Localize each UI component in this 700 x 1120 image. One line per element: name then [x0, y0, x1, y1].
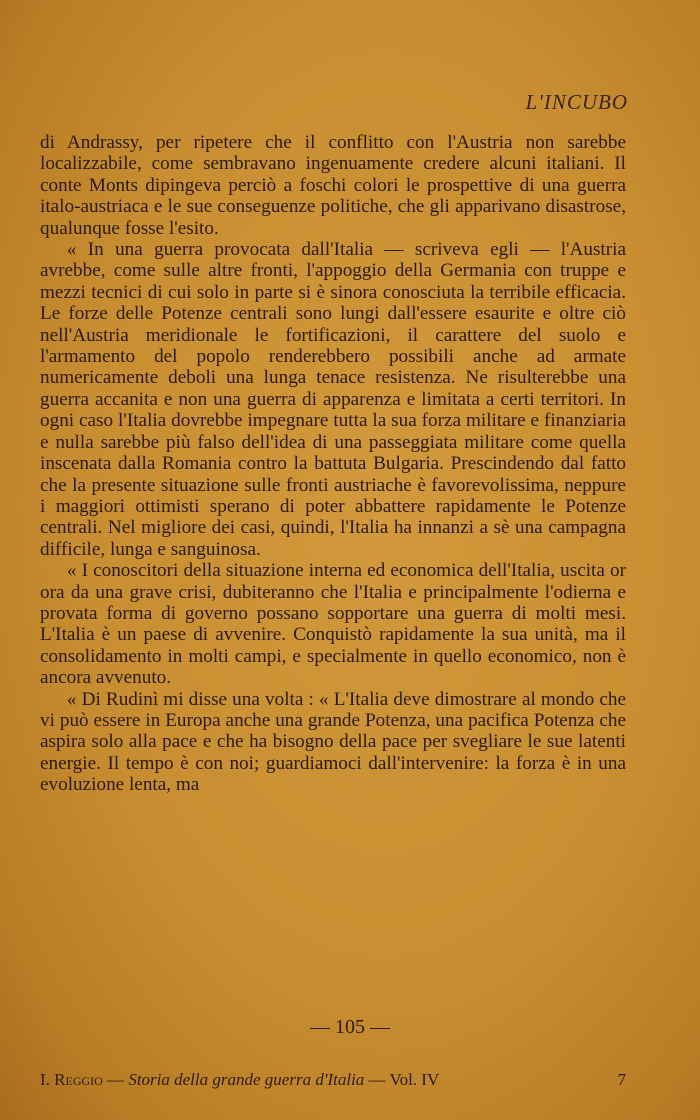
- footer-dash: —: [368, 1070, 386, 1089]
- body-text: [40, 132, 626, 796]
- footer-dash: —: [107, 1070, 125, 1089]
- footer-volume: Vol. IV: [389, 1070, 440, 1089]
- paragraph-2: « In una guerra provocata dall'Italia — scriveva egli — l'Austria avrebbe, come sulle altre fronti, l'appoggio della Germania con truppe e mezzi tecnici di cui solo in parte si è sinora conosciuta la terribile efficacia. Le forze delle Potenze centrali sono lungi dall'essere esaurite e oltre ciò nell'Austria meridionale le fortificazioni, il carattere del suolo e l'armamento del popolo renderebbero possibili anche ad armate numericamente deboli una lunga tenace resistenza. Ne risulterebbe una guerra accanita e non una guerra di apparenza e limitata a certi territori. In ogni caso l'Italia dovrebbe impegnare tutta la sua forza militare e finanziaria e nulla sarebbe più falso dell'idea di una passeggiata militare come quella inscenata dalla Romania contro la battuta Bulgaria. Prescindendo dal fatto che la presente situazione sulle fronti austriache è favorevolissima, neppure i maggiori ottimisti sperano di poter abbattere rapidamente le Potenze centrali. Nel migliore dei casi, quindi, l'Italia ha innanzi a sè una campagna difficile, lunga e sanguinosa.: [40, 239, 626, 560]
- footer-signature: 7: [617, 1070, 626, 1089]
- paragraph-1: di Andrassy, per ripetere che il conflitto con l'Austria non sarebbe localizzabile, come sembravano ingenuamente credere alcuni italiani. Il conte Monts dipingeva perciò a foschi colori le prospettive di una guerra italo-austriaca e le sue conseguenze politiche, che gli apparivano disastrose, qualunque fosse l'esito.: [40, 132, 626, 239]
- paragraph-3: « I conoscitori della situazione interna ed economica dell'Italia, uscita or ora da una grave crisi, dubiteranno che l'Italia e principalmente l'odierna e provata forma di governo possano sopportare una guerra di molti mesi. L'Italia è un paese di avvenire. Conquistò rapidamente la sua unità, ma il consolidamento in molti campi, e specialmente in quello economico, non è ancora avvenuto.: [40, 560, 626, 689]
- paragraph-4: « Di Rudinì mi disse una volta : « L'Italia deve dimostrare al mondo che vi può essere in Europa anche una grande Potenza, una pacifica Potenza che aspira solo alla pace e che ha bisogno della pace per svegliare le sue latenti energie. Il tempo è con noi; guardiamoci dall'intervenire: la forza è in una evoluzione lenta, ma: [40, 688, 626, 796]
- footer-book-title: Storia della grande guerra d'Italia: [128, 1070, 365, 1089]
- running-header: L'INCUBO: [525, 90, 628, 114]
- footer: [40, 1070, 626, 1090]
- footer-left: [40, 1070, 439, 1090]
- page-number: — 105 —: [310, 1016, 390, 1038]
- footer-author: I. Reggio: [40, 1070, 103, 1089]
